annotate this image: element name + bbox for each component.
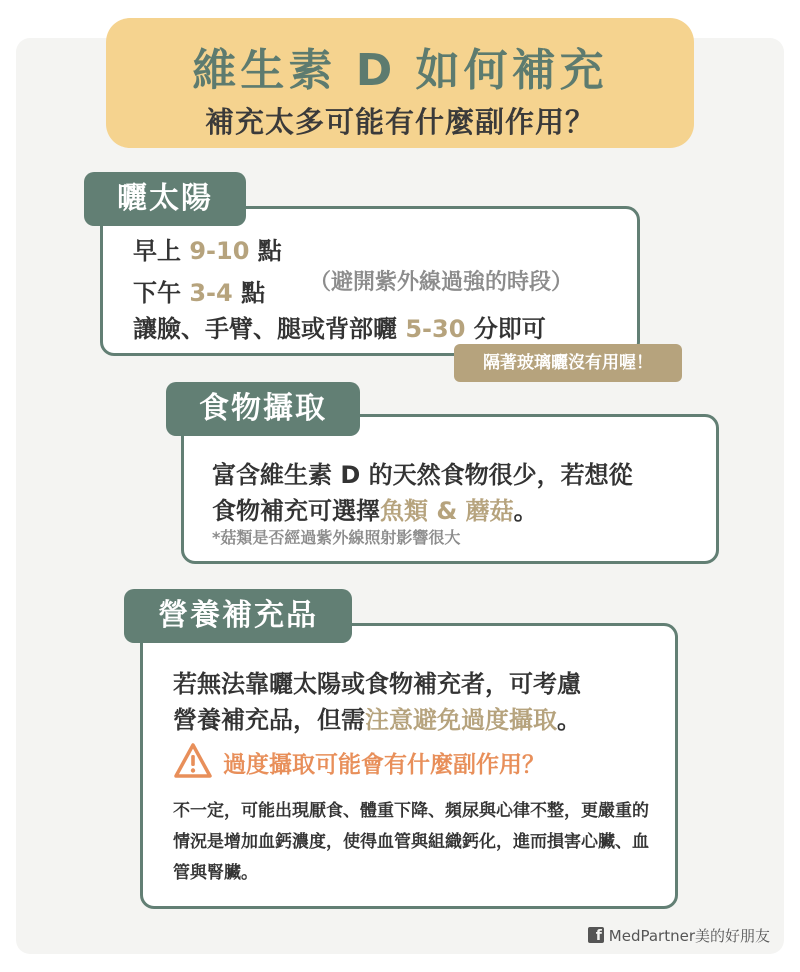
morning-time-line: 早上 9-10 點	[133, 237, 282, 265]
glass-callout: 隔著玻璃曬沒有用喔！	[454, 344, 682, 382]
supplement-tag: 營養補充品	[124, 589, 352, 643]
supplement-card	[140, 623, 678, 909]
brand-name: MedPartner美的好朋友	[608, 927, 770, 945]
food-card	[181, 414, 719, 564]
sunlight-tag: 曬太陽	[84, 172, 246, 226]
side-effects-text: 不一定，可能出現厭食、體重下降、頻尿與心律不整，更嚴重的情況是增加血鈣濃度，使得血管與組織鈣化，進而損害心臟、血管與腎臟。	[173, 801, 649, 883]
afternoon-time-line: 下午 3-4 點	[133, 279, 266, 307]
supplement-line-1: 若無法靠曬太陽或食物補充者，可考慮	[173, 670, 581, 698]
food-line-2: 食物補充可選擇魚類 & 蘑菇。	[212, 497, 538, 525]
food-tag: 食物攝取	[166, 382, 360, 436]
sunlight-card	[100, 206, 640, 356]
facebook-icon: f	[588, 927, 604, 943]
title-banner	[106, 18, 694, 148]
warning-title: 過度攝取可能會有什麼副作用？	[223, 752, 545, 778]
uv-avoid-note: （避開紫外線過強的時段）	[309, 270, 574, 295]
mushroom-footnote: *菇類是否經過紫外線照射影響很大	[212, 528, 461, 547]
warning-icon	[173, 742, 213, 780]
footer-brand	[588, 925, 770, 945]
exposure-duration-line: 讓臉、手臂、腿或背部曬 5-30 分即可	[133, 315, 546, 343]
food-line-1: 富含維生素 D 的天然食物很少，若想從	[212, 461, 633, 489]
page-subtitle: 補充太多可能有什麼副作用？	[204, 105, 595, 139]
supplement-line-2: 營養補充品，但需注意避免過度攝取。	[173, 706, 581, 734]
page-title: 維生素 D 如何補充	[192, 45, 608, 96]
